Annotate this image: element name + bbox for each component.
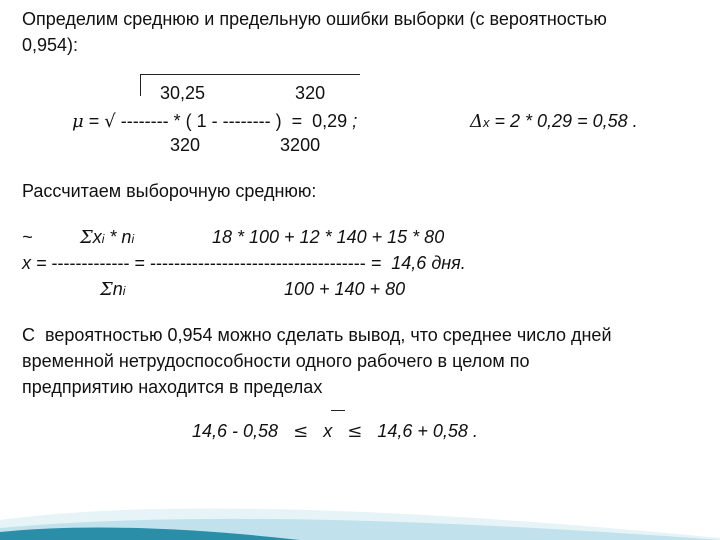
- mu-semicolon: ;: [352, 111, 358, 131]
- conclusion-line-2: временной нетрудоспособности одного рабочего в целом по: [22, 351, 530, 371]
- delta-symbol: Δ: [470, 111, 483, 132]
- mean-numerator-right: 18 * 100 + 12 * 140 + 15 * 80: [212, 227, 445, 247]
- le-symbol-2: ≤: [347, 421, 363, 442]
- sigma-den-symbol: Σ: [100, 279, 113, 300]
- intro-line-2: 0,954):: [22, 35, 79, 55]
- mean-result: = 14,6 дня.: [365, 253, 466, 273]
- sqrt-symbol: √: [104, 111, 116, 132]
- mu-body: -------- * ( 1 - -------- ) = 0,29: [115, 111, 348, 131]
- mean-fraction-line: [22, 252, 466, 274]
- den-n-sub: i: [122, 284, 126, 298]
- sqrt-overline: [140, 74, 360, 75]
- swoosh-mid: [0, 519, 720, 540]
- mean-intro: Рассчитаем выборочную среднюю:: [22, 181, 317, 201]
- interval-left: 14,6 - 0,58: [192, 421, 279, 441]
- mean-bar-2: ------------------------------------: [149, 253, 366, 273]
- interval-right: 14,6 + 0,58 .: [377, 421, 478, 441]
- num-n-sub: i: [131, 232, 135, 246]
- conclusion-line-1: С вероятностью 0,954 можно сделать вывод, что среднее число дней: [22, 325, 612, 345]
- mean-numerator-left: [80, 226, 134, 250]
- intro-line-1: Определим среднюю и предельную ошибки выборки (с вероятностью: [22, 9, 607, 29]
- den-n: n: [112, 279, 123, 299]
- mean-bar-1: -------------: [51, 253, 130, 273]
- delta-formula: [470, 110, 638, 134]
- xbar-overline: [331, 410, 345, 411]
- mu-symbol: μ: [72, 111, 84, 132]
- mean-denominator-right: 100 + 140 + 80: [284, 279, 406, 299]
- conclusion-line-3: предприятию находится в пределах: [22, 377, 323, 397]
- delta-subscript: x: [483, 115, 490, 130]
- decorative-swoosh: [0, 450, 720, 540]
- num-n: * n: [104, 227, 132, 247]
- mu-denominator: 320 3200: [170, 135, 321, 155]
- mean-x-lhs: x =: [22, 253, 52, 273]
- interval-line: [192, 420, 478, 443]
- interval-x: x: [323, 421, 333, 441]
- swoosh-teal: [0, 528, 300, 540]
- swoosh-light: [0, 508, 720, 540]
- sqrt-tick: [140, 74, 141, 96]
- num-x-sub: i: [101, 232, 105, 246]
- mean-denominator-left: [100, 278, 125, 302]
- num-x: x: [92, 227, 102, 247]
- delta-text: = 2 * 0,29 = 0,58 .: [489, 111, 638, 131]
- mu-formula-line: [72, 110, 357, 133]
- mu-equals: =: [83, 111, 105, 131]
- le-symbol-1: ≤: [293, 421, 309, 442]
- mean-eq: =: [129, 253, 150, 273]
- mean-tilde: ~: [22, 227, 33, 247]
- sigma-symbol: Σ: [80, 227, 93, 248]
- mu-numerator: 30,25 320: [160, 83, 326, 103]
